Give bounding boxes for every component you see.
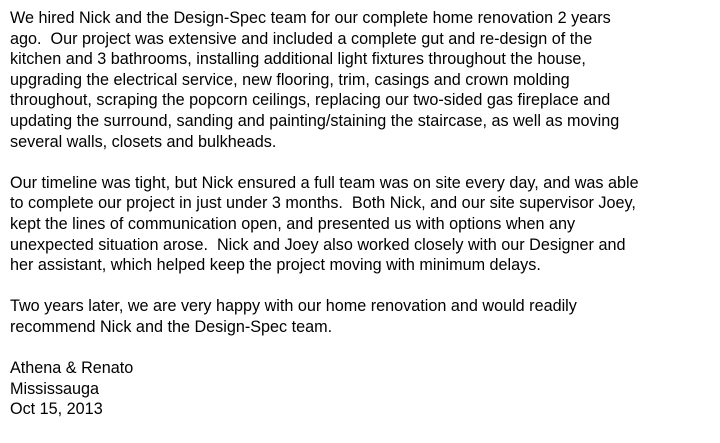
text-line: Two years later, we are very happy with our home renovation and would readily bbox=[10, 297, 577, 316]
text-line: to complete our project in just under 3 months. Both Nick, and our site supervisor Joey, bbox=[10, 194, 636, 213]
signature-block bbox=[10, 358, 716, 420]
text-line: ago. Our project was extensive and included a complete gut and re-design of the bbox=[10, 29, 593, 48]
text-line: kitchen and 3 bathrooms, installing additional light fixtures throughout the house, bbox=[10, 50, 586, 69]
text-line: We hired Nick and the Design-Spec team for our complete home renovation 2 years bbox=[10, 9, 611, 27]
text-line: updating the surround, sanding and painting/staining the staircase, as well as moving bbox=[10, 111, 620, 130]
text-line: Our timeline was tight, but Nick ensured a full team was on site every day, and was able bbox=[10, 173, 639, 192]
text-line: her assistant, which helped keep the project moving with minimum delays. bbox=[10, 256, 541, 275]
paragraph-project-scope bbox=[10, 8, 716, 152]
text-line: several walls, closets and bulkheads. bbox=[10, 132, 277, 151]
text-line: upgrading the electrical service, new flooring, trim, casings and crown molding bbox=[10, 70, 570, 89]
signature-date: Oct 15, 2013 bbox=[10, 400, 103, 419]
text-line: unexpected situation arose. Nick and Joey also worked closely with our Designer and bbox=[10, 235, 626, 254]
text-line: throughout, scraping the popcorn ceilings, replacing our two-sided gas fireplace and bbox=[10, 91, 611, 110]
text-line: kept the lines of communication open, and presented us with options when any bbox=[10, 214, 576, 233]
testimonial-letter bbox=[10, 8, 716, 420]
paragraph-timeline bbox=[10, 173, 716, 276]
signature-names: Athena & Renato bbox=[10, 359, 134, 378]
signature-city: Mississauga bbox=[10, 379, 100, 398]
paragraph-recommendation bbox=[10, 296, 716, 337]
text-line: recommend Nick and the Design-Spec team. bbox=[10, 317, 333, 336]
